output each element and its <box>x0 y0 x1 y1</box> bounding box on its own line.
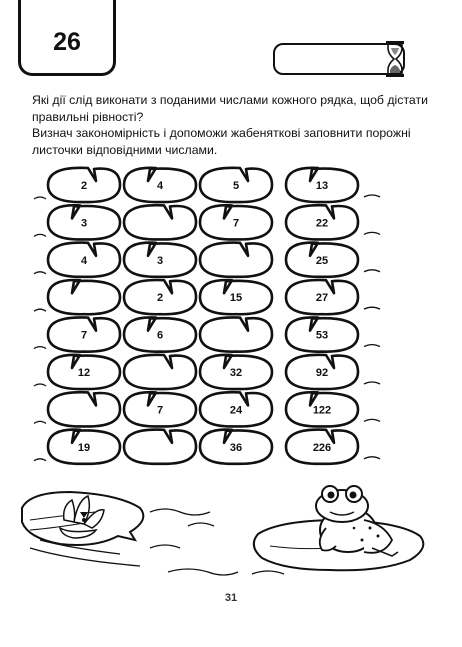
lily-pad-empty[interactable] <box>124 355 196 389</box>
lily-pad <box>286 355 358 389</box>
lily-pad-empty[interactable] <box>124 205 196 239</box>
water-ripple <box>364 457 380 459</box>
lily-pad <box>200 392 272 426</box>
lily-pad-number: 122 <box>312 404 332 417</box>
lily-pad <box>124 168 196 202</box>
lily-pad <box>48 243 120 277</box>
lily-pad-shape <box>124 355 196 389</box>
lily-pad <box>200 430 272 464</box>
water-ripple <box>364 270 380 272</box>
lily-pad-number: 7 <box>80 329 88 342</box>
instruction-question: Які дії слід виконати з поданими числами кожного рядка, щоб дістати правильні рівності? <box>32 93 429 124</box>
lily-pad-number: 3 <box>156 254 164 267</box>
lily-pad-number: 4 <box>80 254 88 267</box>
lily-pad-number: 2 <box>80 180 88 192</box>
lily-pad-number: 25 <box>315 254 329 267</box>
lily-pad-number: 32 <box>229 367 243 379</box>
lily-pad-number: 22 <box>315 217 329 230</box>
lily-pad <box>48 430 120 464</box>
lily-pad-number: 2 <box>156 292 164 305</box>
lily-pad <box>48 355 120 389</box>
lily-pad-empty[interactable] <box>124 430 196 464</box>
lily-pad <box>286 430 358 464</box>
lily-pad <box>48 168 120 202</box>
lily-pad-number: 4 <box>156 180 164 192</box>
lily-pad-shape <box>200 243 272 277</box>
water-ripple <box>364 232 380 234</box>
lily-pad-number: 36 <box>229 441 243 454</box>
lily-pad-empty[interactable] <box>48 392 120 426</box>
water-ripple <box>34 234 46 236</box>
lily-pad-number: 7 <box>232 217 240 230</box>
lily-pad-number: 3 <box>80 217 88 230</box>
lily-pad <box>286 280 358 314</box>
lily-pad-number: 6 <box>156 329 164 342</box>
water-ripple <box>364 345 380 347</box>
lily-pad-number: 24 <box>229 404 243 417</box>
lily-pad-number: 5 <box>232 180 240 192</box>
lily-pad <box>286 168 358 202</box>
lily-pad-number: 15 <box>229 292 243 305</box>
page-number: 31 <box>224 592 238 604</box>
lily-pad <box>48 317 120 351</box>
lily-pad-shape <box>48 392 120 426</box>
lily-pad <box>286 392 358 426</box>
lily-pad <box>286 205 358 239</box>
water-ripple <box>364 382 380 384</box>
lily-pad-number: 7 <box>156 404 164 417</box>
lily-pad-empty[interactable] <box>200 243 272 277</box>
lily-pad <box>200 280 272 314</box>
lily-pad <box>286 317 358 351</box>
water-ripple <box>34 384 46 386</box>
water-ripple <box>34 421 46 423</box>
lily-pad-shape <box>124 430 196 464</box>
lily-pad-number: 226 <box>312 441 332 454</box>
lily-pad <box>200 168 272 202</box>
lily-pad-number: 27 <box>315 292 329 305</box>
lily-pad <box>124 317 196 351</box>
pond-illustration <box>22 486 423 575</box>
water-ripple <box>364 195 380 197</box>
water-ripple <box>34 197 46 199</box>
lily-pad <box>124 392 196 426</box>
water-ripple <box>34 347 46 349</box>
water-ripple <box>364 419 380 421</box>
lily-pad-number: 13 <box>315 180 329 192</box>
lily-pad <box>48 205 120 239</box>
water-ripple <box>364 307 380 309</box>
lily-pad-empty[interactable] <box>200 317 272 351</box>
lily-pad-number: 12 <box>77 367 91 379</box>
water-ripple <box>34 272 46 274</box>
instruction-task: Визнач закономірність і допоможи жабеняткові заповнити порожні листочки відповідними числами. <box>32 126 411 157</box>
water-ripple <box>34 459 46 461</box>
lily-pad <box>286 243 358 277</box>
lily-pad <box>124 243 196 277</box>
lily-pad-number: 92 <box>315 367 329 379</box>
page-badge-number: 26 <box>53 28 81 56</box>
lily-pad-number: 53 <box>315 329 329 342</box>
lily-pad-shape <box>48 280 120 314</box>
water-ripple <box>34 309 46 311</box>
lily-pad-number: 19 <box>77 441 91 454</box>
frog-illustration <box>316 486 398 556</box>
lily-pad-shape <box>200 317 272 351</box>
lily-pad <box>200 355 272 389</box>
lily-pad <box>124 280 196 314</box>
lily-pad-empty[interactable] <box>48 280 120 314</box>
lily-pad <box>200 205 272 239</box>
lily-pad-shape <box>124 205 196 239</box>
